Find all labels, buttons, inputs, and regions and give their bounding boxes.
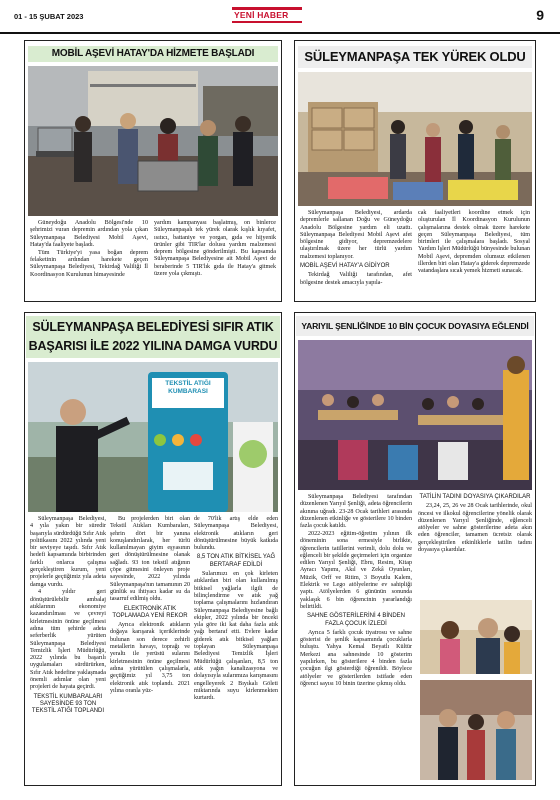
article4-column-2: TATİLİN TADINI DOYASIYA ÇIKARDILAR 23,24, 25, 26 ve 28 Ocak tarihlerinde, okul öncesi ve ilkokul öğrencilerine yönelik olarak düzenlenen Yarıyıl Şenliğinde, eğlenceli atölyeler ve sahne gösterilerine adeta akın eden öğrenciler, tamamen ücretsiz olarak gerçekleştirilen etkinliklerle tatilin tadını doyasıya çıkardılar. xyxy=(418,494,532,554)
article3-photo xyxy=(28,362,278,512)
kumbara-sign: TEKSTİL ATIĞI KUMBARASI xyxy=(165,380,211,395)
article2-column-2: cak faaliyetleri koordine etmek için oluşturulan İl Koordinasyon Kurulunun çalışmalarına destek olmak üzere harekete geçen Süleymanpaşa Belediyesi, tüm birimleri ile çalışmalara başladı. Sosyal Yardım İşleri Müdürlüğü bünyesinde bulunan Mobil Aşevi, depremden olumsuz etkilenen illerden biri olan Hatay'a giderek depremzede vatandaşlara sıcak yemek hizmeti sunacak. xyxy=(418,210,530,275)
article3-subheading-2: ELEKTRONİK ATIK TOPLAMADA YENİ REKOR xyxy=(112,605,188,619)
article4-photo-small-2 xyxy=(420,680,532,780)
article1-column-1: Güneydoğu Anadolu Bölgesi'nde 10 şehrimizi vuran depremin ardından yola çıkan Süleymanpaşa Belediyesi Mobil Aşevi, Hatay'da faaliyete başladı. Tüm Türkiye'yi yasa boğan deprem felaketinin ardından harekete geçen Süleymanpaşa Belediyesi, Tekirdağ Valiliği İl Koordinasyon Kurulunun himayesinde xyxy=(30,220,148,278)
newspaper-logo: YENİ HABER xyxy=(232,7,302,23)
article4-subheading-2: TATİLİN TADINI DOYASIYA ÇIKARDILAR xyxy=(419,494,531,500)
article2-headline: SÜLEYMANPAŞA TEK YÜREK OLDU xyxy=(298,46,532,68)
article4-photo-small-1 xyxy=(420,600,532,674)
article2-column-1: Süleymanpaşa Belediyesi, ardarda depremlerle sallanan Doğu ve Güneydoğu Anadolu Bölgesine yardım eli uzattı. Süleymanpaşa Belediyesi Mobil Aşevi afet bölgesine gidiyor, depremzedelere ulaştırılmak üzere her türlü yardım malzemesi toplanıyor. MOBİL AŞEVİ HATAY'A GİDİYOR Tekirdağ Valiliği tarafından, afet bölgesine destek amacıyla yapıla- xyxy=(300,210,412,286)
article4-headline: YARIYIL ŞENLİĞİNDE 10 BİN ÇOCUK DOYASIYA EĞLENDİ xyxy=(296,316,534,336)
issue-date: 01 - 15 ŞUBAT 2023 xyxy=(14,12,84,21)
article4-subheading-1: SAHNE GÖSTERİLERİNİ 4 BİNDEN FAZLA ÇOCUK İZLEDİ xyxy=(306,613,406,627)
article1-headline: MOBİL AŞEVİ HATAY'DA HİZMETE BAŞLADI xyxy=(28,46,278,62)
article3-headline: SÜLEYMANPAŞA BELEDİYESİ SIFIR ATIK BAŞARISI İLE 2022 YILINA DAMGA VURDU xyxy=(26,316,280,358)
article3-subheading-3: 8,5 TON ATIK BİTKİSEL YAĞ BERTARAF EDİLDİ xyxy=(196,554,276,568)
article2-photo xyxy=(298,72,532,206)
article3-subheading-1: TEKSTİL KUMBARALARI SAYESİNDE 93 TON TEKSTİL ATIĞI TOPLANDI xyxy=(31,693,105,715)
article1-column-2: yardım kampanyası başlatmış, on binlerce Süleymanpaşalı tek yürek olarak kışlık kıyafet, ısıtıcı, battaniye ve yorgan, gıda ve hijyenik ürünler gibi TIR'lar dolusu yardım malzemesi deprem bölgesine gönderilmişti. Bu kapsamda Süleymanpaşa Belediyesine ait Mobil Aşevi de beraberinde 5 TIR'lık gıda ile Hatay'a gitmek üzere yola çıkmıştı. xyxy=(154,220,276,278)
article1-photo xyxy=(28,66,278,216)
article3-column-3: de 70'lik artış elde eden Süleymanpaşa Belediyesi, elektronik atıkların geri dönüştürülmesine büyük katkıda bulundu. 8,5 TON ATIK BİTKİSEL YAĞ BERTARAF EDİLDİ Sularımızı en çok kirleten atıklardan biri olan kullanılmış bitkisel yağlarla ilgili de bilinçlendirme ve atık yağ toplama çalışmalarını hızlandıran Süleymanpaşa Belediyesine bağlı ekipler, 2022 yılında bir önceki yıla göre iki kat daha fazla atık yağı bertaraf etti. Evlere kadar giderek atık bitkisel yağları toplayan Süleymanpaşa Belediyesi Temizlik İşleri Müdürlüğü çalışanları, 8,5 ton atık yağın kanalizasyona ve dolayısıyla sularımıza karışmasını engelleyerek 2 Bıyıkalı Göleti miktarında suyu kirlenmekten kurtardı. xyxy=(194,516,278,702)
article3-column-2: Bu projelerden biri olan Tekstil Atıkları Kumbaraları, şehrin dört bir yanına konuşlandırılarak, her türlü kullanılmayan giyim eşyasının geri dönüştürülmesine olanak sağladı. 93 ton tekstil atığının çöpe gitmesini önleyen proje sayesinde, 2022 yılında Süleymanpaşa'nın tamamının 20 günlük su ihtiyacı kadar su da tasarruf edilmiş oldu. ELEKTRONİK ATIK TOPLAMADA YENİ REKOR Ayrıca elektronik atıkların doğaya karışarak içeriklerinde bulunan son derece zehirli metallerin havayı, toprağı ve yeraltı ile yerüstü sularını kirletmesinin önüne geçilmesi adına yürütülen çalışmalarla, geçtiğimiz yıl 3,75 ton elektronik atık toplandı. 2021 yılına oranla yüz- xyxy=(110,516,190,694)
article4-photo-main xyxy=(298,340,532,490)
article3-column-1: Süleymanpaşa Belediyesi, 4 yıla yakın bir süredir başarıyla sürdürdüğü Sıfır Atık politikasını 2022 yılında yeni bir seviyeye taşıdı. Sıfır Atık hedefi kapsamında birbirinden farklı onlarca çalışma gerçekleştiren kurum, yeni projelerle geçtiğimiz yıla adeta damga vurdu. 4 yıldır geri dönüştürülebilir ambalaj atıklarının ekonomiye kazandırılması ve çevreyi kirletmesinin önüne geçilmesi adına tüm şehirde adeta seferberlik yürüten Süleymanpaşa Belediyesi Temizlik İşleri Müdürlüğü, 2022 yılında bu başarılı uygulamaları sürdürürken, Sıfır Atık hedefine yaklaşmada önemli adımlar olan yeni projeleri de hayata geçirdi. TEKSTİL KUMBARALARI SAYESİNDE 93 TON TEKSTİL ATIĞI TOPLANDI xyxy=(30,516,106,715)
article2-subheading: MOBİL AŞEVİ HATAY'A GİDİYOR xyxy=(300,263,390,270)
page-header xyxy=(0,0,560,34)
page-number: 9 xyxy=(536,7,544,23)
article4-column-1: Süleymanpaşa Belediyesi tarafından düzenlenen Yarıyıl Şenliği, adeta öğrencilerin akınına uğradı. 23-28 Ocak tarihleri arasında düzenlenen etkinliğe ve gösterilere 10 binden fazla çocuk katıldı. 2022-2023 eğitim-öğretim yılının ilk döneminin sona ermesiyle birlikte, öğrencilerin tatillerini verimli, dolu dolu ve eğlenceli bir şekilde geçirmeleri için organize edilen Yarıyıl Şenliği, Ebru, Resim, Kitap Ayracı Yapımı, Akıl ve Zekâ Oyunları, Müzik, Orff ve Ritim, 3 Boyutlu Kalem, Elektrik ve Lego atölyelerine ev sahipliği yaptı. Atölyelerden 6 gününün sonunda yaklaşık 6 bin öğrencinin yararlandığı belirtildi. SAHNE GÖSTERİLERİNİ 4 BİNDEN FAZLA ÇOCUK İZLEDİ Ayrıca 5 farklı çocuk tiyatrosu ve sahne gösterisi de şenlik kapsamında çocuklarla buluştu. Yahya Kemal Beyatlı Kültür Merkezi ana sahnesinde 10 gösterim yapılırken, bu gösterilere 4 binden fazla çocuğun ilgi gösterdiği öğrenildi. Böylece atölyeler ve gösterilerden istifade eden öğrenci sayısı 10 binin üzerine çıkmış oldu. xyxy=(300,494,412,687)
